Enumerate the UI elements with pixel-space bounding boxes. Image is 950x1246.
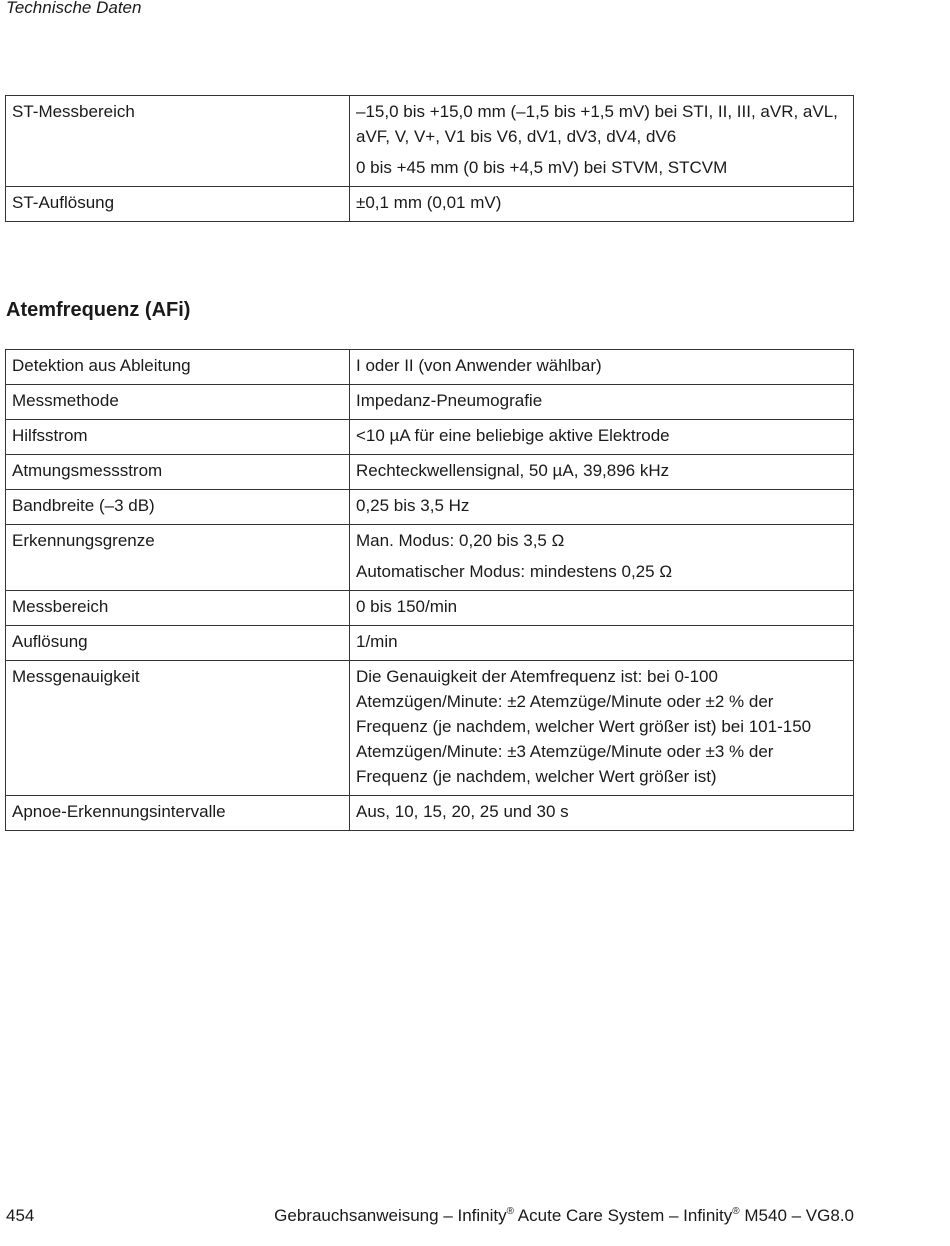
spec-value-line: Impedanz-Pneumografie — [356, 391, 543, 410]
spec-label: ST-Messbereich — [6, 96, 350, 187]
spec-label: Messgenauigkeit — [6, 661, 350, 796]
spec-value — [350, 187, 854, 222]
registered-trademark-mark: ® — [732, 1206, 740, 1217]
table-row — [6, 525, 854, 591]
spec-label: Messmethode — [6, 385, 350, 420]
spec-label: Bandbreite (–3 dB) — [6, 490, 350, 525]
respiration-spec-table — [5, 349, 854, 831]
spec-value-line: <10 µA für eine beliebige aktive Elektrode — [356, 426, 670, 445]
spec-value-line: Die Genauigkeit der Atemfrequenz ist: bei 0-100 Atemzügen/Minute: ±2 Atemzüge/Minute oder ±2 % der Frequenz (je nachdem, welcher Wert größer ist) bei 101-150 Atemzügen/Minute: ±3 Atemzüge/Minute oder ±3 % der Frequenz (je nachdem, welcher Wert größer ist) — [356, 667, 812, 786]
table-row — [6, 490, 854, 525]
st-spec-table — [5, 95, 854, 222]
spec-value-line: 0 bis 150/min — [356, 597, 458, 616]
spec-label: Erkennungsgrenze — [6, 525, 350, 591]
document-title-part: Acute Care System – Infinity — [514, 1206, 733, 1225]
page-number: 454 — [6, 1206, 35, 1225]
spec-value-line: Man. Modus: 0,20 bis 3,5 Ω — [356, 531, 565, 550]
spec-label: Atmungsmessstrom — [6, 455, 350, 490]
spec-value — [350, 661, 854, 796]
spec-label: Detektion aus Ableitung — [6, 350, 350, 385]
document-title-part: Gebrauchsanweisung – Infinity — [274, 1206, 507, 1225]
spec-value — [350, 385, 854, 420]
spec-value — [350, 796, 854, 831]
spec-value — [350, 626, 854, 661]
table-row — [6, 385, 854, 420]
document-title-part: M540 – VG8.0 — [739, 1206, 854, 1225]
spec-label: Hilfsstrom — [6, 420, 350, 455]
spec-value — [350, 591, 854, 626]
spec-label: ST-Auflösung — [6, 187, 350, 222]
table-row — [6, 796, 854, 831]
document-title — [274, 1205, 854, 1227]
spec-value-line: I oder II (von Anwender wählbar) — [356, 356, 602, 375]
table-row — [6, 96, 854, 187]
spec-label: Messbereich — [6, 591, 350, 626]
spec-value-line: Automatischer Modus: mindestens 0,25 Ω — [356, 562, 673, 581]
spec-value — [350, 350, 854, 385]
spec-value-line: Aus, 10, 15, 20, 25 und 30 s — [356, 802, 569, 821]
table-row — [6, 455, 854, 490]
spec-value-line: –15,0 bis +15,0 mm (–1,5 bis +1,5 mV) bei STI, II, III, aVR, aVL, aVF, V, V+, V1 bis V6, dV1, dV3, dV4, dV6 — [356, 102, 838, 146]
spec-value — [350, 420, 854, 455]
table-row — [6, 187, 854, 222]
section-heading: Atemfrequenz (AFi) — [6, 299, 191, 321]
spec-value — [350, 96, 854, 187]
spec-value — [350, 525, 854, 591]
spec-value-line: 1/min — [356, 632, 398, 651]
spec-value — [350, 455, 854, 490]
spec-value-line: Rechteckwellensignal, 50 µA, 39,896 kHz — [356, 461, 670, 480]
table-row — [6, 661, 854, 796]
registered-trademark-mark: ® — [506, 1206, 515, 1217]
running-header: Technische Daten — [6, 0, 142, 17]
table-row — [6, 591, 854, 626]
table-row — [6, 626, 854, 661]
table-row — [6, 350, 854, 385]
spec-value-line: ±0,1 mm (0,01 mV) — [356, 193, 502, 212]
spec-value-line: 0,25 bis 3,5 Hz — [356, 496, 470, 515]
spec-value — [350, 490, 854, 525]
spec-label: Apnoe-Erkennungsintervalle — [6, 796, 350, 831]
spec-label: Auflösung — [6, 626, 350, 661]
table-row — [6, 420, 854, 455]
spec-value-line: 0 bis +45 mm (0 bis +4,5 mV) bei STVM, STCVM — [356, 158, 728, 177]
